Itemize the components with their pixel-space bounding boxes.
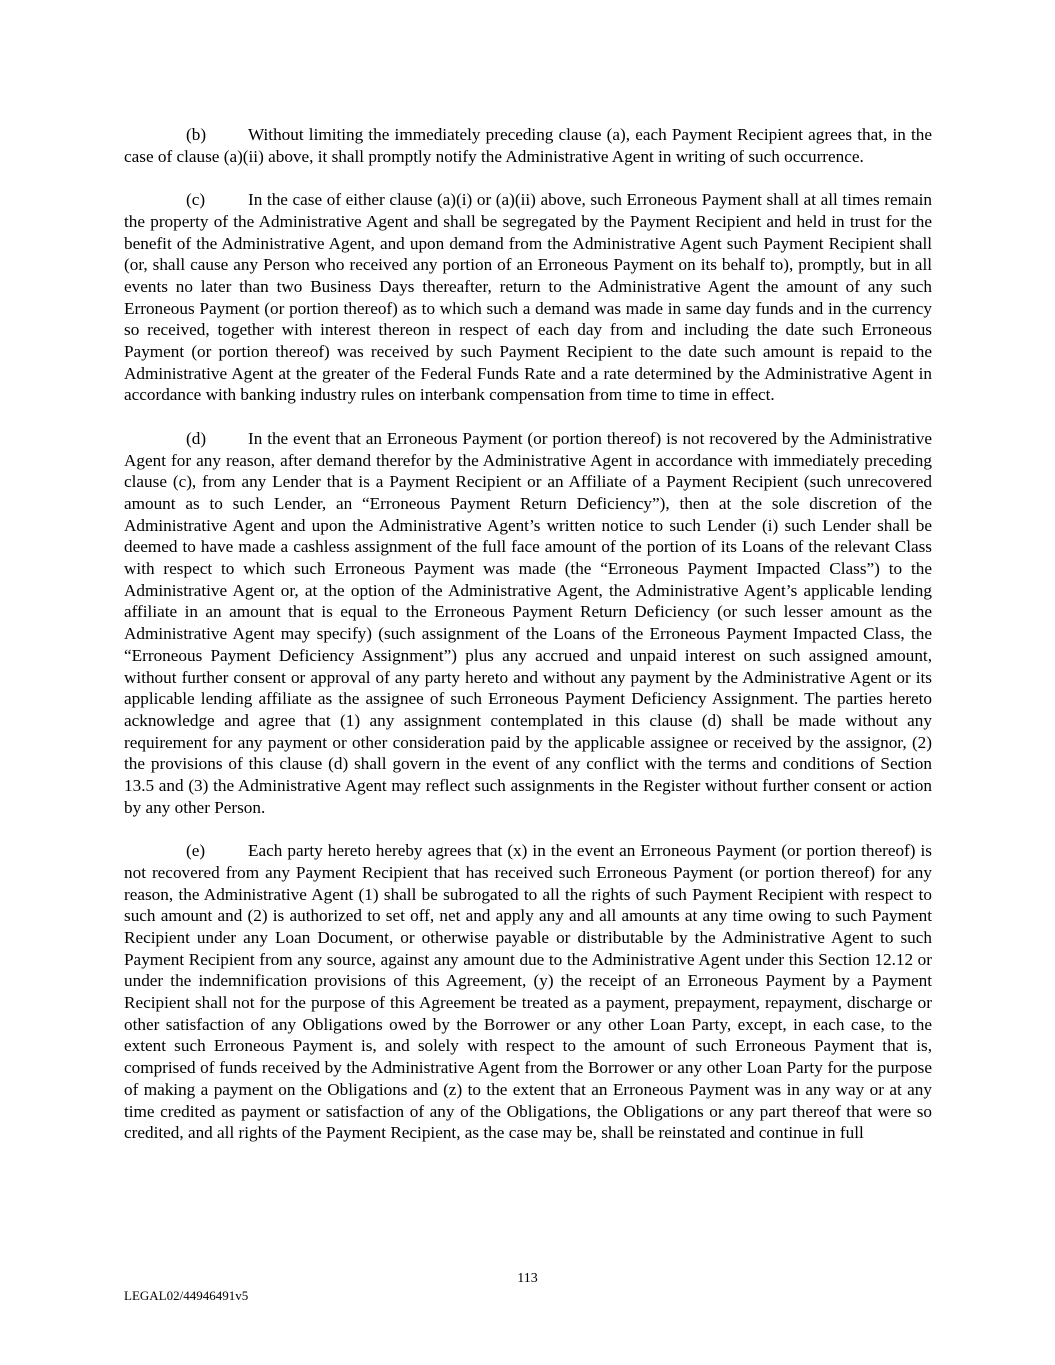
paragraph-text: Without limiting the immediately preceding clause (a), each Payment Recipient agrees that, in the case of clause (a)(ii) above, it shall promptly notify the Administrative Agent in writing of such occurrence. <box>124 125 932 166</box>
document-id-footer: LEGAL02/44946491v5 <box>124 1288 249 1303</box>
paragraph-text: Each party hereto hereby agrees that (x) in the event an Erroneous Payment (or portion thereof) is not recovered from any Payment Recipient that has received such Erroneous Payment (or portion thereof) for any reason, the Administrative Agent (1) shall be subrogated to all the rights of such Payment Recipient with respect to such amount and (2) is authorized to set off, net and apply any and all amounts at any time owing to such Payment Recipient under any Loan Document, or otherwise payable or distributable by the Administrative Agent to such Payment Recipient from any source, against any amount due to the Administrative Agent under this Section 12.12 or under the indemnification provisions of this Agreement, (y) the receipt of an Erroneous Payment by a Payment Recipient shall not for the purpose of this Agreement be treated as a payment, prepayment, repayment, discharge or other satisfaction of any Obligations owed by the Borrower or any other Loan Party, except, in each case, to the extent such Erroneous Payment is, and solely with respect to the amount of such Erroneous Payment that is, comprised of funds received by the Administrative Agent from the Borrower or any other Loan Party for the purpose of making a payment on the Obligations and (z) to the extent that an Erroneous Payment was in any way or at any time credited as payment or satisfaction of any of the Obligations, the Obligations or any part thereof that were so credited, and all rights of the Payment Recipient, as the case may be, shall be reinstated and continue in full <box>124 841 932 1143</box>
paragraph-label: (b) <box>186 125 207 144</box>
paragraph-d <box>124 428 932 819</box>
paragraph-text: In the case of either clause (a)(i) or (a)(ii) above, such Erroneous Payment shall at all times remain the property of the Administrative Agent and shall be segregated by the Payment Recipient and held in trust for the benefit of the Administrative Agent, and upon demand from the Administrative Agent such Payment Recipient shall (or, shall cause any Person who received any portion of an Erroneous Payment on its behalf to), promptly, but in all events no later than two Business Days thereafter, return to the Administrative Agent the amount of any such Erroneous Payment (or portion thereof) as to which such a demand was made in same day funds and in the currency so received, together with interest thereon in respect of each day from and including the date such Erroneous Payment (or portion thereof) was received by such Payment Recipient to the date such amount is repaid to the Administrative Agent at the greater of the Federal Funds Rate and a rate determined by the Administrative Agent in accordance with banking industry rules on interbank compensation from time to time in effect. <box>124 190 932 405</box>
paragraph-label: (c) <box>186 190 206 210</box>
paragraph-text: In the event that an Erroneous Payment (or portion thereof) is not recovered by the Administrative Agent for any reason, after demand therefor by the Administrative Agent in accordance with immediately preceding clause (c), from any Lender that is a Payment Recipient or an Affiliate of a Payment Recipient (such unrecovered amount as to such Lender, an “Erroneous Payment Return Deficiency”), then at the sole discretion of the Administrative Agent and upon the Administrative Agent’s written notice to such Lender (i) such Lender shall be deemed to have made a cashless assignment of the full face amount of the portion of its Loans of the relevant Class with respect to which such Erroneous Payment was made (the “Erroneous Payment Impacted Class”) to the Administrative Agent or, at the option of the Administrative Agent, the Administrative Agent’s applicable lending affiliate in an amount that is equal to the Erroneous Payment Return Deficiency (or such lesser amount as the Administrative Agent may specify) (such assignment of the Loans of the Erroneous Payment Impacted Class, the “Erroneous Payment Deficiency Assignment”) plus any accrued and unpaid interest on such assigned amount, without further consent or approval of any party hereto and without any payment by the Administrative Agent or its applicable lending affiliate as the assignee of such Erroneous Payment Deficiency Assignment. The parties hereto acknowledge and agree that (1) any assignment contemplated in this clause (d) shall be made without any requirement for any payment or other consideration paid by the applicable assignee or received by the assignor, (2) the provisions of this clause (d) shall govern in the event of any conflict with the terms and conditions of Section 13.5 and (3) the Administrative Agent may reflect such assignments in the Register without further consent or action by any other Person. <box>124 428 932 817</box>
document-body <box>124 124 932 1166</box>
page-number: 113 <box>517 1271 538 1286</box>
paragraph-label: (e) <box>186 841 206 861</box>
paragraph-c <box>124 189 932 406</box>
paragraph-e <box>124 840 932 1144</box>
paragraph-b <box>124 124 932 167</box>
paragraph-label: (d) <box>186 428 207 448</box>
